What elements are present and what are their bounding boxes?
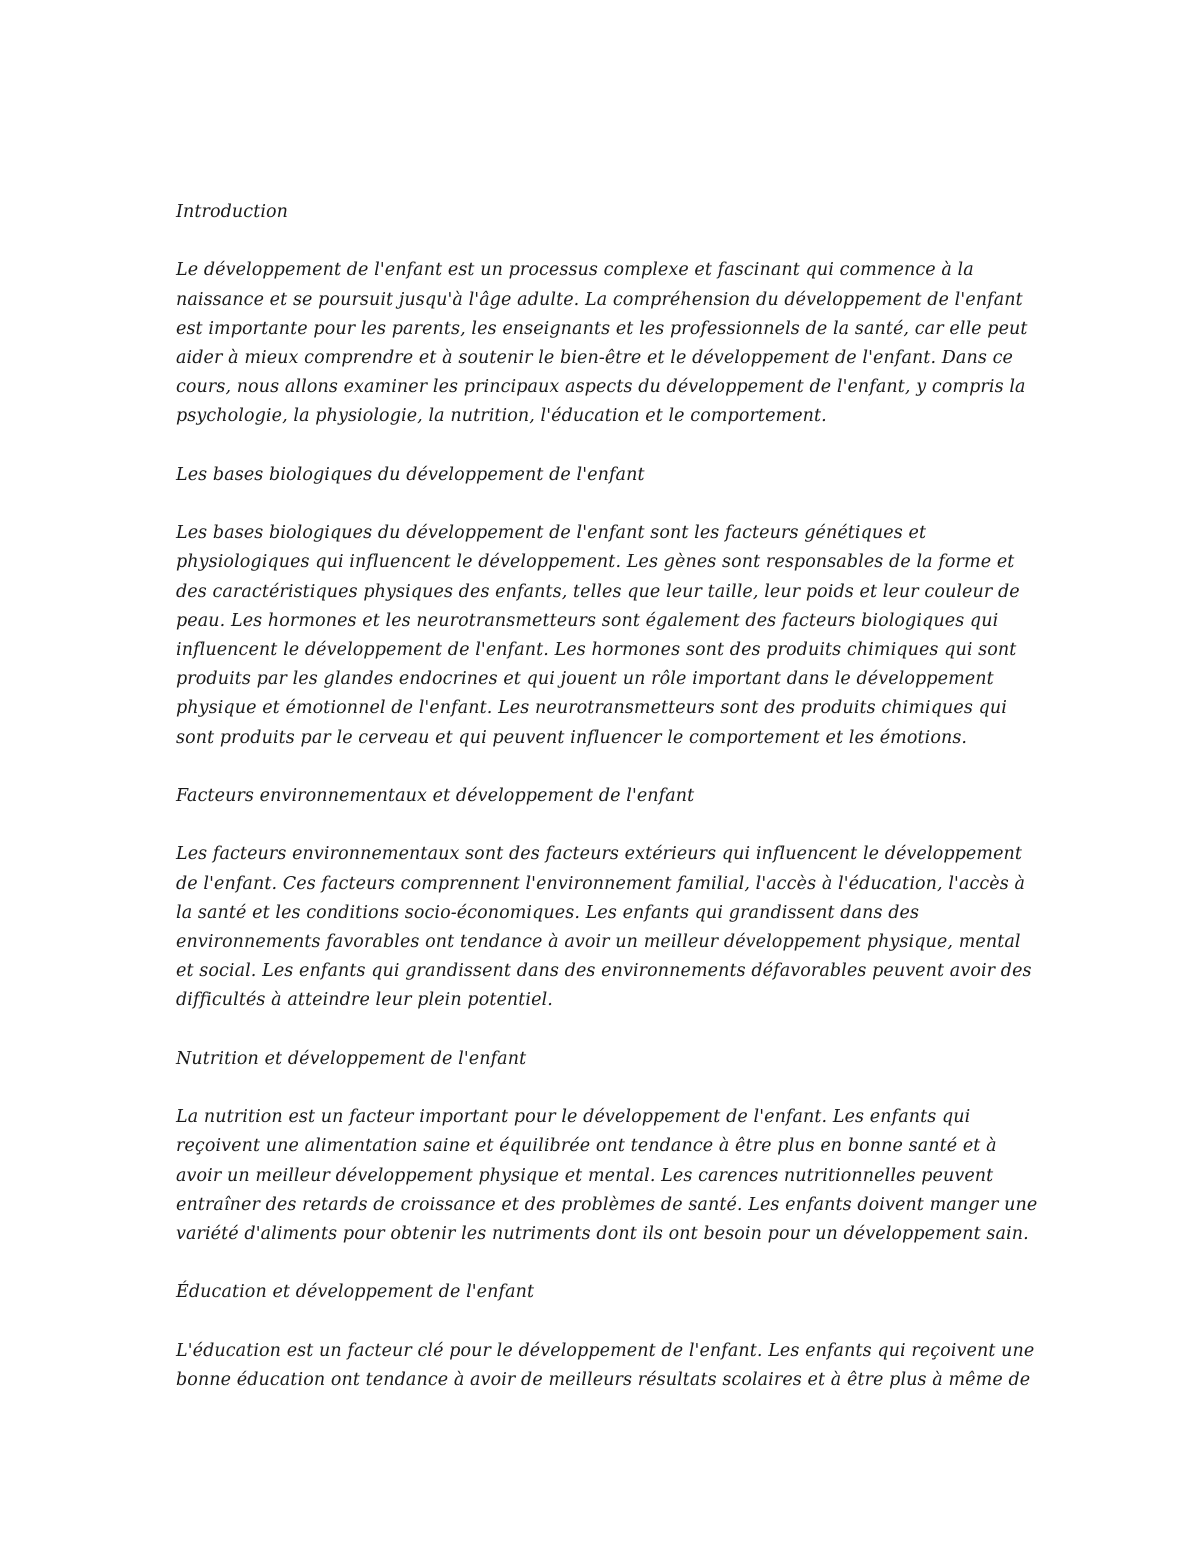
paragraph-line: environnements favorables ont tendance à avoir un meilleur développement physique, mental [176,932,1021,952]
section-heading-biological-bases [176,461,1026,490]
section-heading-education [176,1278,1026,1307]
paragraph-line: de l'enfant. Ces facteurs comprennent l'environnement familial, l'accès à l'éducation, l'accès à [176,873,1026,894]
heading-text: Éducation et développement de l'enfant [176,1282,535,1303]
heading-text: Introduction [176,202,289,222]
paragraph-line: et social. Les enfants qui grandissent dans des environnements défavorables peuvent avoir des [176,961,1032,982]
paragraph-introduction [176,256,1026,431]
paragraph-line: peau. Les hormones et les neurotransmetteurs sont également des facteurs biologiques qui [176,610,999,631]
heading-text: Nutrition et développement de l'enfant [176,1048,527,1069]
document-body [176,198,1038,1424]
paragraph-line: Les facteurs environnementaux sont des facteurs extérieurs qui influencent le développement [176,844,1023,865]
paragraph-line: La nutrition est un facteur important pour le développement de l'enfant. Les enfants qui [176,1107,971,1128]
paragraph-line: psychologie, la physiologie, la nutrition, l'éducation et le comportement. [176,406,827,427]
paragraph-environmental-factors [176,840,1032,1015]
paragraph-nutrition [176,1103,1038,1249]
section-heading-environmental-factors [176,782,1026,811]
paragraph-line: Le développement de l'enfant est un processus complexe et fascinant qui commence à la [176,260,974,281]
heading-text: Les bases biologiques du développement de l'enfant [176,464,645,485]
paragraph-line: difficultés à atteindre leur plein potentiel. [176,990,553,1011]
paragraph-line: sont produits par le cerveau et qui peuvent influencer le comportement et les émotions. [176,727,968,748]
paragraph-line: naissance et se poursuit jusqu'à l'âge adulte. La compréhension du développement de l'enfant [176,289,1023,310]
paragraph-line: des caractéristiques physiques des enfants, telles que leur taille, leur poids et leur couleur de [176,581,1020,602]
paragraph-line: influencent le développement de l'enfant. Les hormones sont des produits chimiques qui sont [176,640,1017,660]
paragraph-line: la santé et les conditions socio-économiques. Les enfants qui grandissent dans des [176,902,920,923]
paragraph-line: Les bases biologiques du développement de l'enfant sont les facteurs génétiques et [176,523,927,544]
paragraph-line: L'éducation est un facteur clé pour le développement de l'enfant. Les enfants qui reçoivent une [176,1340,1035,1361]
paragraph-education [176,1337,1035,1395]
paragraph-line: entraîner des retards de croissance et des problèmes de santé. Les enfants doivent manger une [176,1194,1038,1215]
section-heading-nutrition [176,1045,1026,1074]
paragraph-line: physiologiques qui influencent le développement. Les gènes sont responsables de la forme et [176,552,1015,573]
section-heading-introduction [176,198,1026,227]
paragraph-line: physique et émotionnel de l'enfant. Les neurotransmetteurs sont des produits chimiques qui [176,698,1007,719]
paragraph-line: aider à mieux comprendre et à soutenir le bien-être et le développement de l'enfant. Dans ce [176,348,1013,368]
paragraph-biological-bases [176,519,1026,753]
paragraph-line: est importante pour les parents, les enseignants et les professionnels de la santé, car elle peut [176,318,1028,339]
paragraph-line: bonne éducation ont tendance à avoir de meilleurs résultats scolaires et à être plus à même de [176,1369,1031,1390]
heading-text: Facteurs environnementaux et développement de l'enfant [176,786,695,806]
paragraph-line: produits par les glandes endocrines et qui jouent un rôle important dans le développement [176,669,994,690]
paragraph-line: avoir un meilleur développement physique et mental. Les carences nutritionnelles peuvent [176,1165,994,1186]
paragraph-line: reçoivent une alimentation saine et équilibrée ont tendance à être plus en bonne santé et à [176,1136,997,1157]
paragraph-line: variété d'aliments pour obtenir les nutriments dont ils ont besoin pour un développement sain. [176,1224,1029,1244]
paragraph-line: cours, nous allons examiner les principaux aspects du développement de l'enfant, y compris la [176,377,1026,398]
